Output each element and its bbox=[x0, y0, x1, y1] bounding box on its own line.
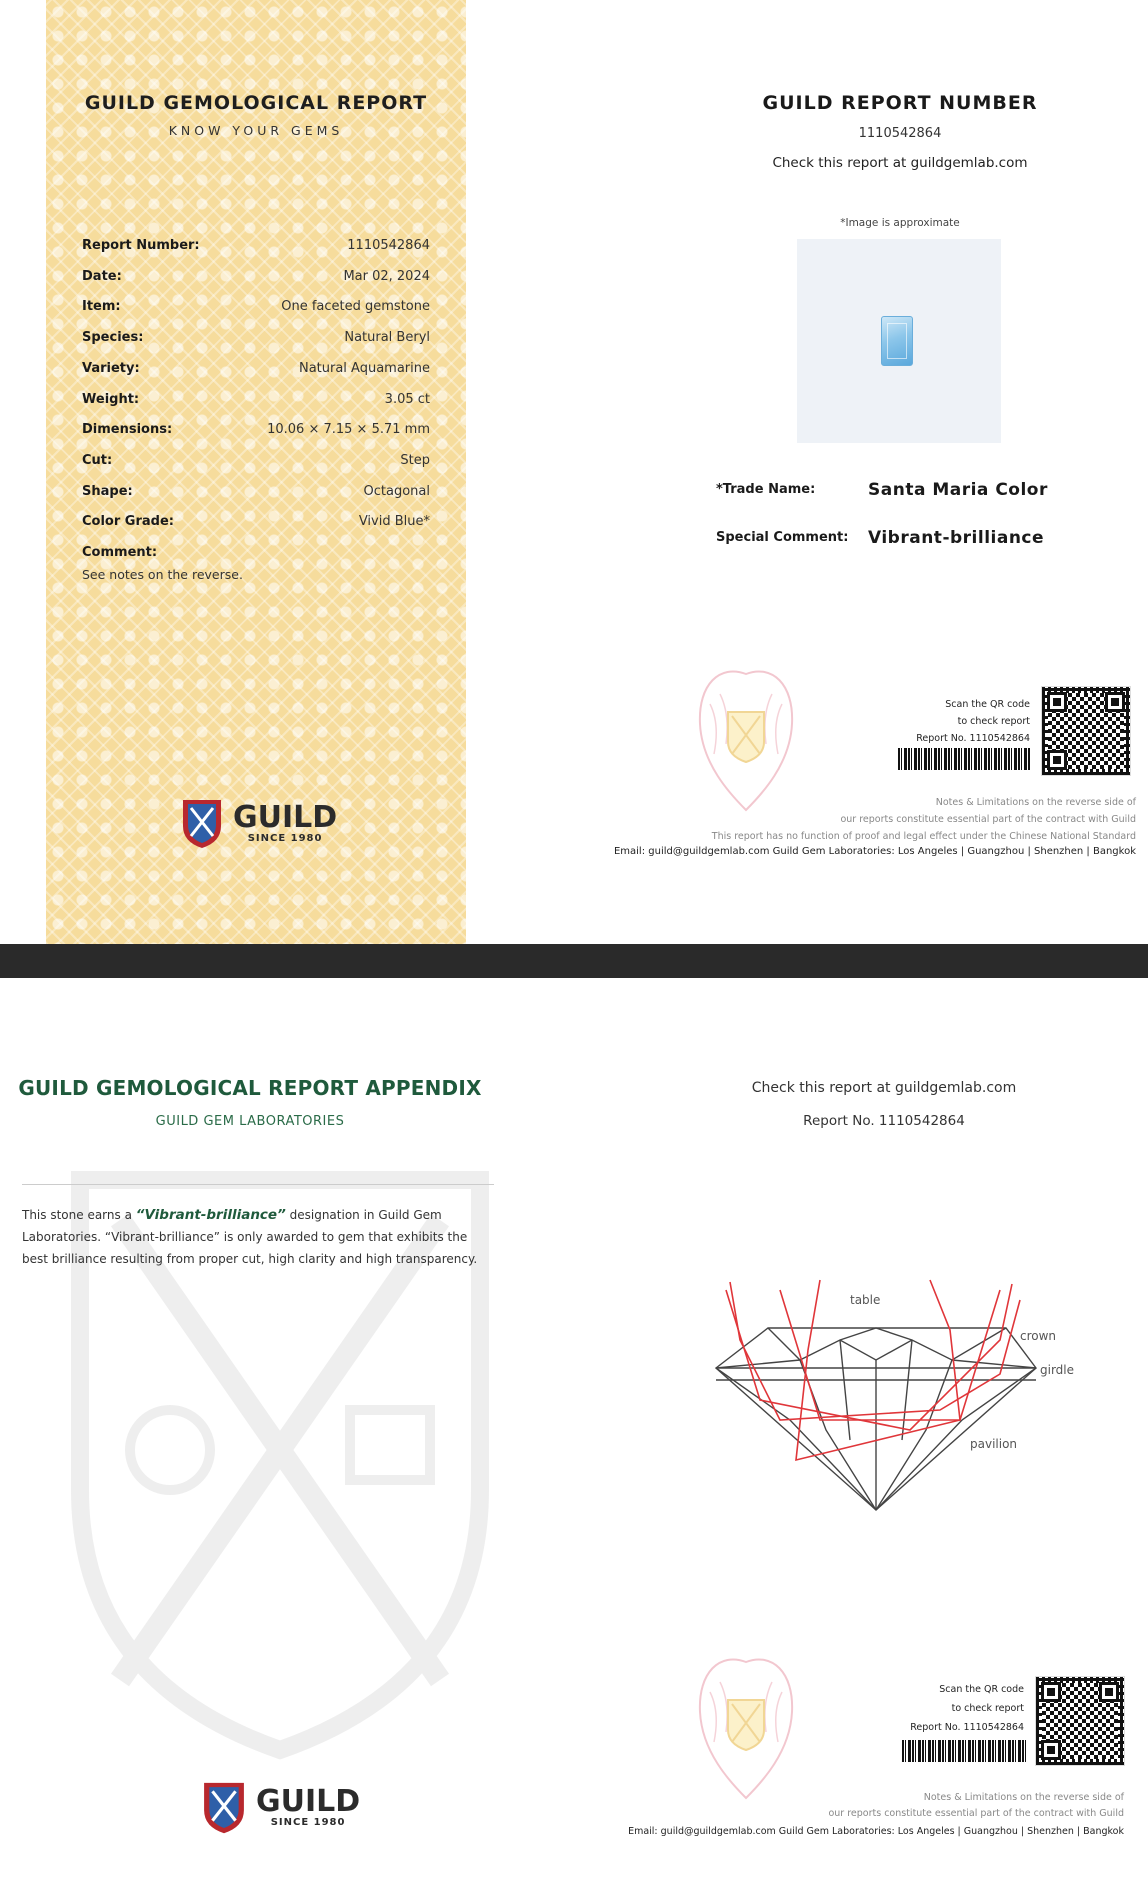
qr-instructions bbox=[880, 696, 1030, 747]
qr-finder bbox=[1047, 750, 1067, 770]
note-line: our reports constitute essential part of the contract with Guild bbox=[828, 1808, 1124, 1819]
qr-line-3: Report No. 1110542864 bbox=[916, 733, 1030, 744]
contact-footer: Email: guild@guildgemlab.com Guild Gem Laboratories: Los Angeles | Guangzhou | Shenzhen | Bangkok bbox=[613, 846, 1136, 857]
field-value: 10.06 × 7.15 × 5.71 mm bbox=[267, 422, 430, 438]
qr-finder bbox=[1041, 1740, 1061, 1760]
label-pavilion: pavilion bbox=[970, 1437, 1018, 1451]
brilliance-diagram bbox=[700, 1270, 1080, 1520]
qr-code[interactable] bbox=[1041, 686, 1131, 776]
field-value: One faceted gemstone bbox=[281, 299, 430, 315]
guild-shield-icon bbox=[181, 796, 223, 850]
guild-shield-icon bbox=[202, 1778, 246, 1836]
field-label: Color Grade: bbox=[82, 514, 174, 530]
appendix-check-link[interactable]: Check this report at guildgemlab.com bbox=[751, 1080, 1017, 1096]
label-table: table bbox=[850, 1293, 881, 1307]
note-line: Notes & Limitations on the reverse side of bbox=[923, 1792, 1124, 1803]
field-row bbox=[82, 330, 430, 352]
field-row bbox=[82, 453, 430, 475]
special-comment-label: Special Comment: bbox=[716, 530, 849, 545]
qr-finder bbox=[1099, 1682, 1119, 1702]
qr-line-2: to check report bbox=[951, 1703, 1024, 1714]
qr-finder bbox=[1047, 692, 1067, 712]
field-value: Natural Beryl bbox=[344, 330, 430, 346]
qr-instructions-bottom bbox=[874, 1680, 1024, 1737]
report-tagline: KNOW YOUR GEMS bbox=[168, 123, 344, 138]
field-row bbox=[82, 392, 430, 414]
contact-footer-bottom: Email: guild@guildgemlab.com Guild Gem Laboratories: Los Angeles | Guangzhou | Shenzhen | Bangkok bbox=[628, 1826, 1124, 1837]
field-value: Natural Aquamarine bbox=[298, 360, 430, 376]
qr-finder bbox=[1041, 1682, 1061, 1702]
note-line: This report has no function of proof and legal effect under the Chinese National Standard bbox=[711, 831, 1136, 842]
field-row bbox=[82, 514, 430, 536]
field-value: 1110542864 bbox=[347, 238, 430, 253]
logo-wordmark: GUILD bbox=[256, 1783, 361, 1819]
field-label: Report Number: bbox=[82, 238, 200, 253]
field-row bbox=[82, 269, 430, 291]
report-title: GUILD GEMOLOGICAL REPORT bbox=[84, 92, 428, 114]
check-report-link[interactable]: Check this report at guildgemlab.com bbox=[772, 155, 1028, 171]
qr-line-1: Scan the QR code bbox=[945, 699, 1030, 710]
field-value: Step bbox=[400, 452, 430, 468]
page-divider bbox=[0, 944, 1148, 978]
field-row bbox=[82, 422, 430, 444]
note-line: Notes & Limitations on the reverse side of bbox=[935, 797, 1136, 808]
field-row bbox=[82, 545, 430, 567]
comment-text: See notes on the reverse. bbox=[82, 567, 243, 582]
barcode bbox=[902, 1740, 1026, 1762]
field-row bbox=[82, 484, 430, 506]
gem-photo bbox=[797, 239, 1001, 443]
field-value: Octagonal bbox=[363, 483, 430, 499]
qr-line-2: to check report bbox=[957, 716, 1030, 727]
trade-name-label: *Trade Name: bbox=[716, 482, 816, 497]
field-label: Item: bbox=[82, 299, 121, 315]
label-girdle: girdle bbox=[1040, 1363, 1075, 1377]
barcode bbox=[898, 748, 1030, 770]
field-label: Date: bbox=[82, 268, 122, 284]
guild-logo-bottom bbox=[202, 1778, 360, 1836]
appendix-subtitle: GUILD GEM LABORATORIES bbox=[155, 1114, 345, 1129]
notes-limitations-bottom bbox=[600, 1790, 1124, 1822]
guild-logo bbox=[181, 796, 337, 850]
field-row bbox=[82, 361, 430, 383]
logo-since: SINCE 1980 bbox=[270, 1816, 346, 1828]
field-label: Dimensions: bbox=[82, 422, 173, 438]
field-label: Variety: bbox=[82, 360, 140, 376]
report-number-title: GUILD REPORT NUMBER bbox=[762, 92, 1038, 114]
field-label: Shape: bbox=[82, 483, 133, 499]
note-line: our reports constitute essential part of the contract with Guild bbox=[840, 814, 1136, 825]
qr-finder bbox=[1105, 692, 1125, 712]
trade-name-value: Santa Maria Color bbox=[868, 480, 1048, 500]
designation-text: “Vibrant-brilliance” bbox=[135, 1207, 286, 1223]
eagle-seal-icon bbox=[690, 1652, 802, 1800]
field-label: Weight: bbox=[82, 391, 140, 407]
logo-wordmark: GUILD bbox=[233, 799, 338, 835]
eagle-seal-icon bbox=[690, 664, 802, 812]
field-value: Vivid Blue* bbox=[358, 514, 430, 530]
label-crown: crown bbox=[1020, 1329, 1057, 1343]
qr-line-1: Scan the QR code bbox=[939, 1684, 1024, 1695]
qr-code[interactable] bbox=[1035, 1676, 1125, 1766]
para-text: designation in Guild Gem Laboratories. “Vibrant-brilliance” is only awarded to gem that exhibits the best brilliance resulting from proper cut, high clarity and high transparency. bbox=[22, 1208, 478, 1266]
logo-since: SINCE 1980 bbox=[247, 832, 323, 844]
report-front-panel bbox=[46, 0, 466, 944]
field-value: Mar 02, 2024 bbox=[343, 268, 430, 284]
appendix-divider bbox=[22, 1184, 494, 1185]
special-comment-value: Vibrant-brilliance bbox=[868, 528, 1045, 548]
appendix-title: GUILD GEMOLOGICAL REPORT APPENDIX bbox=[18, 1076, 482, 1100]
field-label: Comment: bbox=[82, 545, 158, 560]
field-row bbox=[82, 238, 430, 260]
field-row bbox=[82, 299, 430, 321]
image-note: *Image is approximate bbox=[840, 217, 960, 229]
field-label: Cut: bbox=[82, 452, 113, 468]
qr-line-3: Report No. 1110542864 bbox=[910, 1722, 1024, 1733]
notes-limitations bbox=[600, 794, 1136, 845]
field-label: Species: bbox=[82, 330, 144, 346]
appendix-paragraph bbox=[22, 1204, 492, 1270]
appendix-report-no: Report No. 1110542864 bbox=[803, 1113, 965, 1129]
report-number: 1110542864 bbox=[858, 126, 942, 141]
para-text: This stone earns a bbox=[22, 1208, 136, 1222]
aquamarine-gem-image bbox=[881, 316, 913, 366]
field-value: 3.05 ct bbox=[384, 391, 430, 407]
